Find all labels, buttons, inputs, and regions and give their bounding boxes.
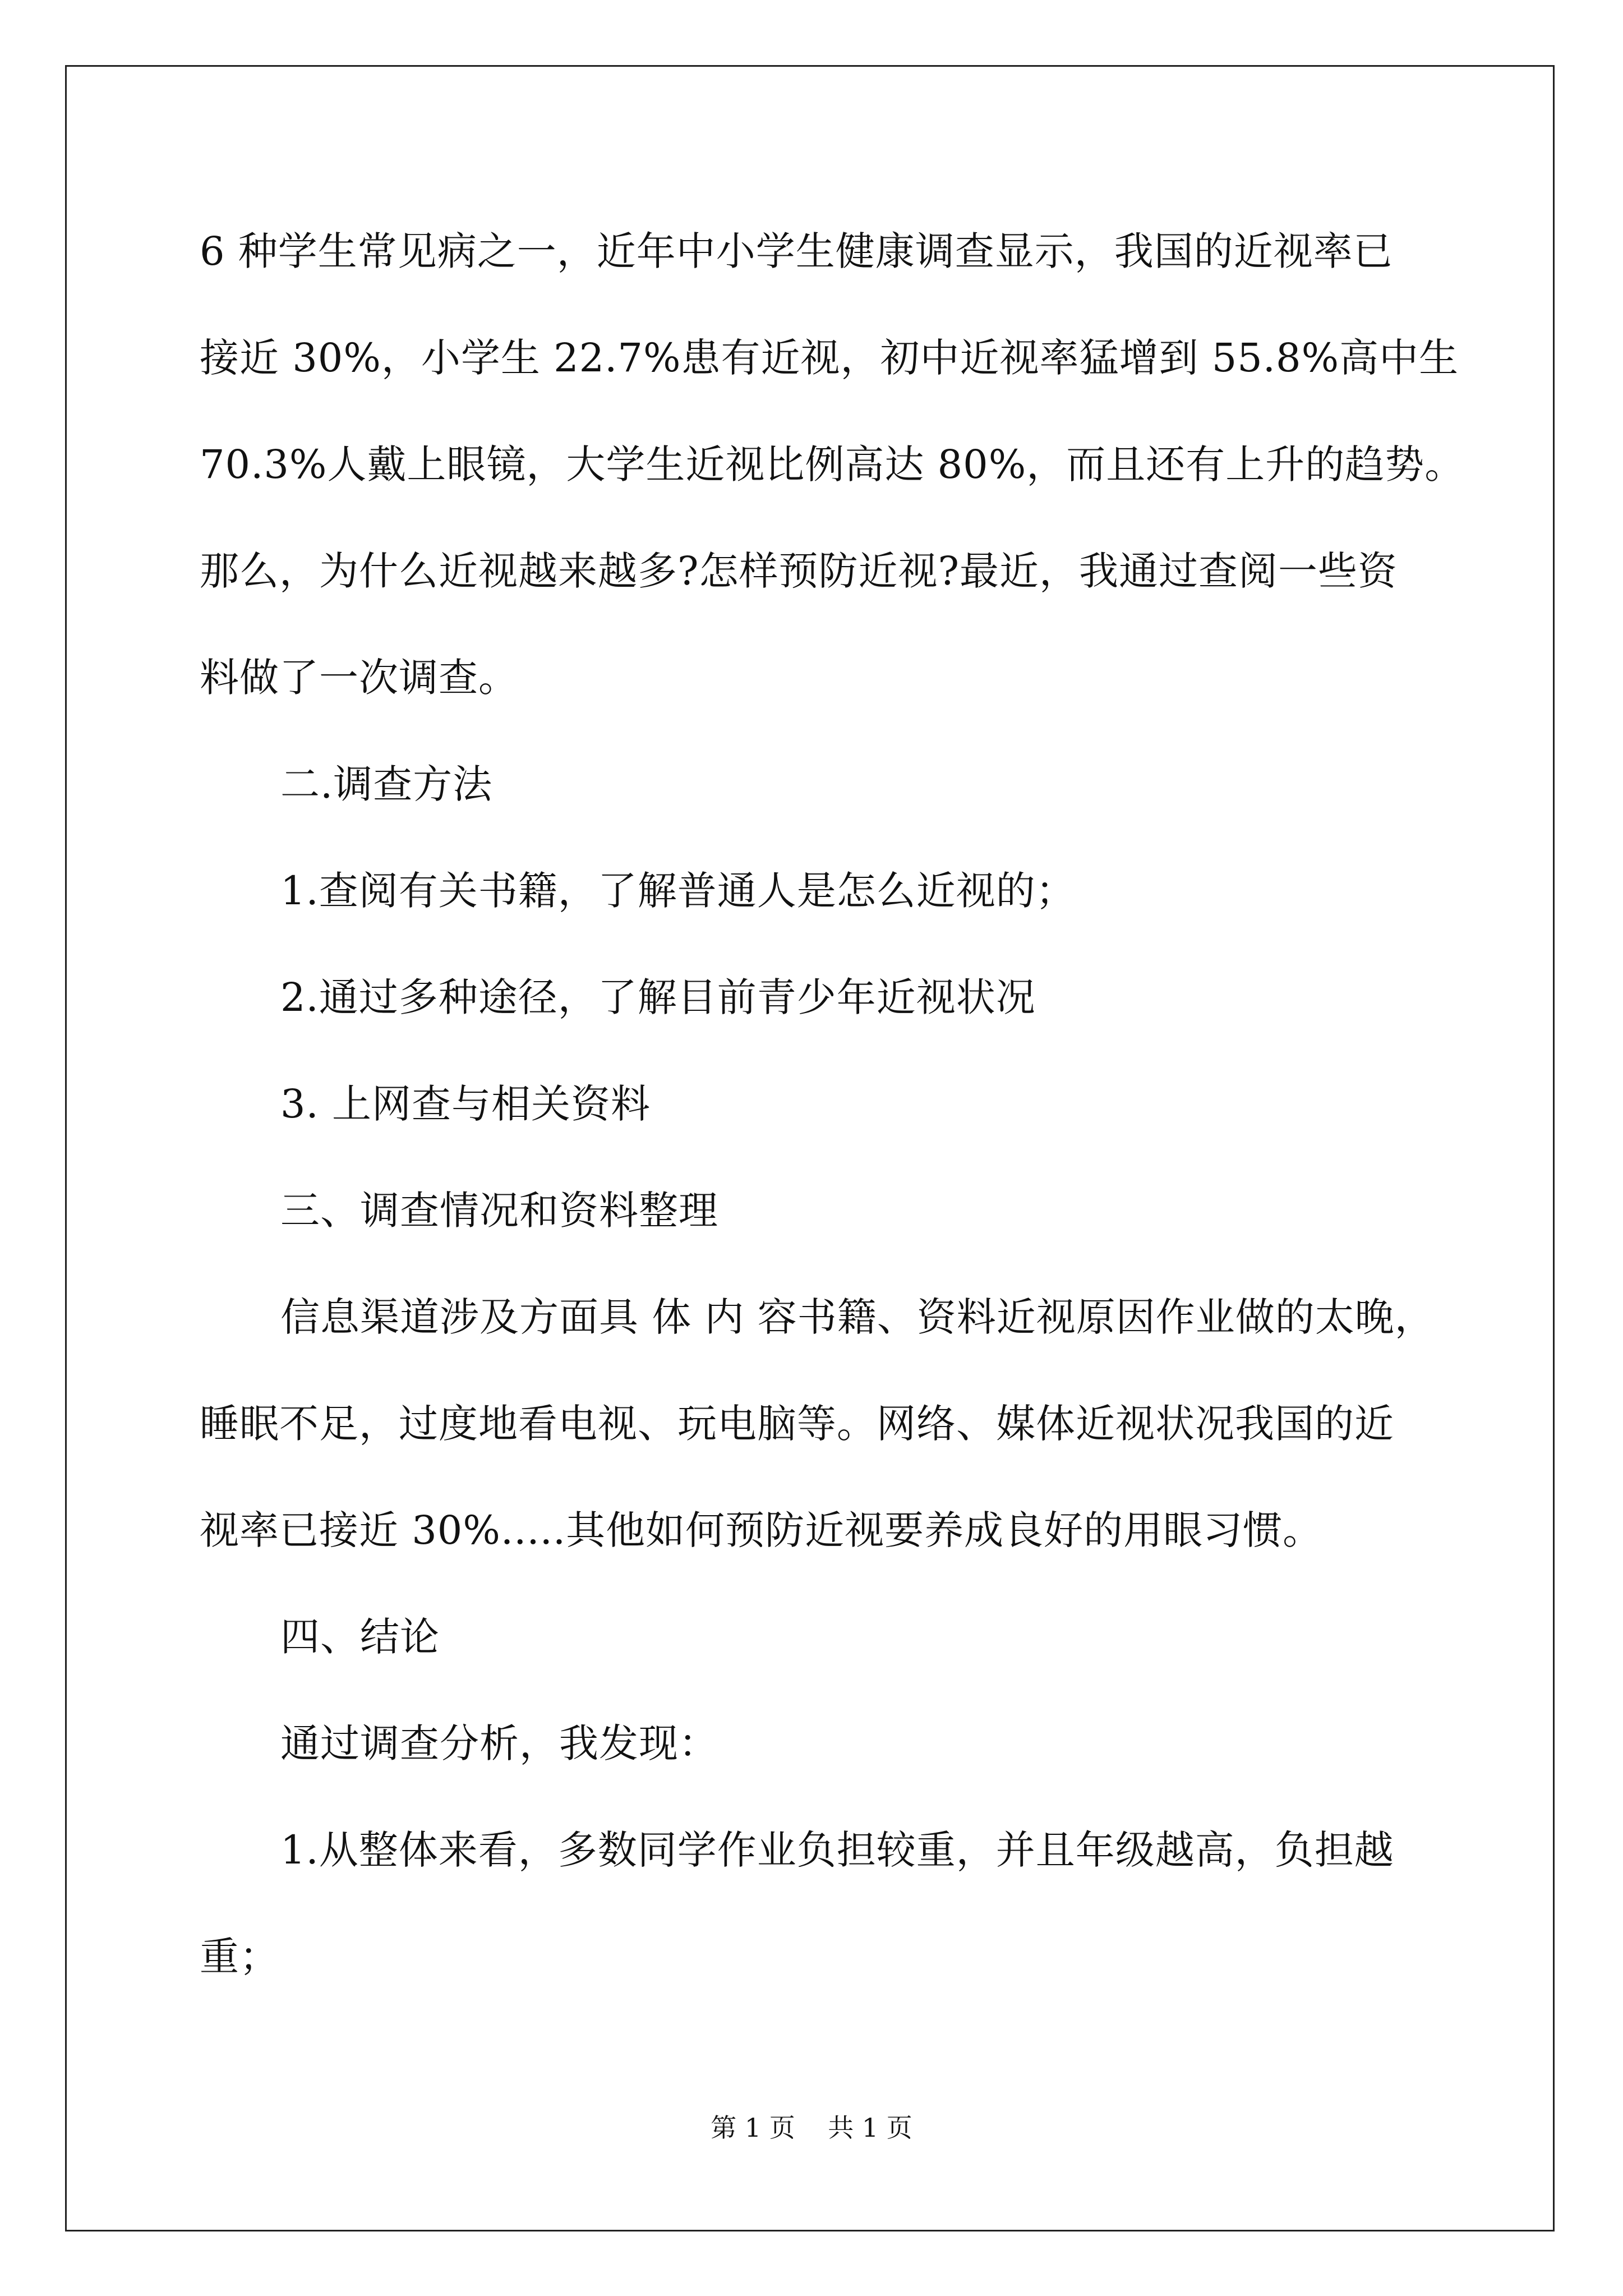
section-heading-findings: 三、调查情况和资料整理 [280,1188,718,1234]
method-item-2: 2.通过多种途径，了解目前青少年近视状况 [280,974,1036,1020]
method-item-1: 1.查阅有关书籍，了解普通人是怎么近视的； [280,868,1076,914]
method-item-3: 3. 上网查与相关资料 [280,1081,651,1127]
text-line-3: 70.3%人戴上眼镜，大学生近视比例高达 80%，而且还有上升的趋势。 [200,441,1465,487]
text-line-15: 通过调查分析，我发现： [280,1720,718,1766]
page-frame [65,65,1555,2231]
page-number-footer: 第 1 页 共 1 页 [711,2113,912,2143]
text-line-4: 那么，为什么近视越来越多?怎样预防近视?最近，我通过查阅一些资 [200,548,1398,594]
section-heading-methods: 二.调查方法 [280,761,493,807]
section-heading-conclusion: 四、结论 [280,1614,440,1660]
text-line-2: 接近 30%，小学生 22.7%患有近视，初中近视率猛增到 55.8%高中生 [200,335,1459,381]
text-line-1: 6 种学生常见病之一，近年中小学生健康调查显示，我国的近视率已 [200,228,1393,274]
text-line-17: 重； [200,1934,279,1980]
text-line-12: 睡眠不足，过度地看电视、玩电脑等。网络、媒体近视状况我国的近 [200,1401,1394,1447]
text-line-11: 信息渠道涉及方面具 体 内 容书籍、资料近视原因作业做的太晚， [280,1294,1435,1340]
text-line-5: 料做了一次调查。 [200,655,518,701]
conclusion-item-1: 1.从整体来看，多数同学作业负担较重，并且年级越高，负担越 [280,1827,1394,1873]
text-line-13: 视率已接近 30%.....其他如何预防近视要养成良好的用眼习惯。 [200,1507,1323,1553]
